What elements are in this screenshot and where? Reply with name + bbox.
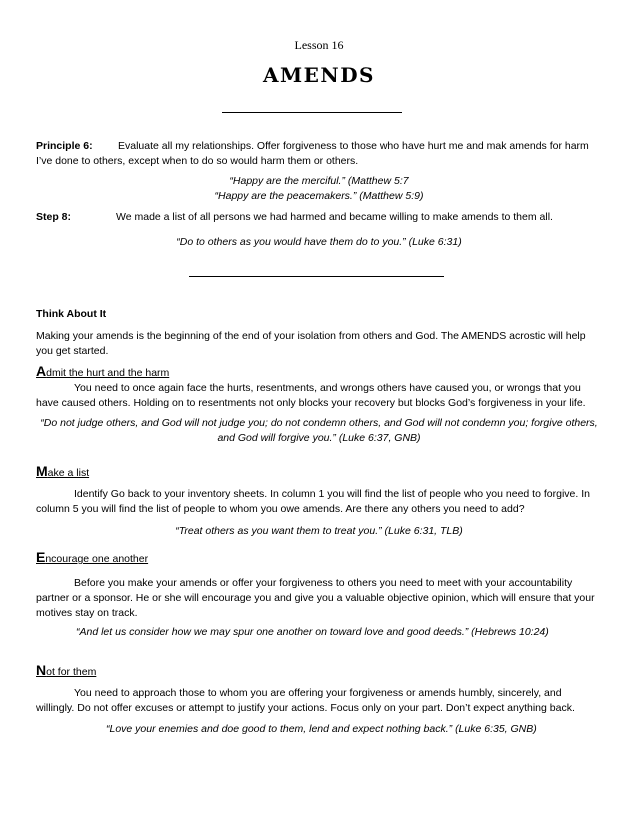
section-initial: N xyxy=(36,662,47,678)
section-body-encourage: Before you make your amends or offer your forgiveness to others you need to meet with your accountability partner or a sponsor. He or she will encourage you and give you a valuable objective opinion, which will ensure that your motives stay on track. xyxy=(36,577,595,619)
section-verse-encourage-text: “And let us consider how we may spur one another on toward love and good deeds.” (Hebrews 10:24) xyxy=(76,626,549,638)
section-heading-not-for-them xyxy=(36,663,96,680)
principle-label: Principle 6: xyxy=(36,140,93,152)
section-verse-admit: “Do not judge others, and God will not judge you; do not condemn others, and God will not condemn you; forgive others, and God will forgive you.” (Luke 6:37, GNB) xyxy=(40,417,598,444)
title-divider xyxy=(222,112,402,113)
section-verse-encourage xyxy=(76,625,606,640)
lesson-number: Lesson 16 xyxy=(294,38,344,52)
section-body-not-for-them: You need to approach those to whom you are offering your forgiveness or amends humbly, sincerely, and willingly. Do not offer excuses or attempt to justify your actions. Focus only on your part. Don’t expect anything back. xyxy=(36,687,575,714)
page-title: AMENDS xyxy=(263,63,375,87)
principle-text-line1: Evaluate all my relationships. Offer forgiveness to those who have hurt me and mak amends for harm xyxy=(118,140,589,152)
section-body-admit: You need to once again face the hurts, resentments, and wrongs others have caused you, or wrongs that you have caused others. Holding on to resentments not only blocks your recovery but blocks God’s forgiveness in your life. xyxy=(36,382,586,409)
step-label: Step 8: xyxy=(36,211,72,223)
think-body: Making your amends is the beginning of the end of your isolation from others and God. The AMENDS acrostic will help you get started. xyxy=(36,330,586,357)
principle-verse-2: “Happy are the peacemakers.” (Matthew 5:9) xyxy=(214,190,424,202)
section-heading-make-list xyxy=(36,464,89,481)
section-verse-make-list: “Treat others as you want them to treat you.” (Luke 6:31, TLB) xyxy=(175,525,463,537)
section-heading-text: ake a list xyxy=(47,467,90,479)
section-body-make-list: Identify Go back to your inventory sheets. In column 1 you will find the list of people who you need to forgive. In column 5 you will find the list of people to whom you owe amends. Are there any others you need to add? xyxy=(36,488,590,515)
section-heading-text: ncourage one another xyxy=(45,553,149,565)
section-heading-text: ot for them xyxy=(46,666,97,678)
step-verse: “Do to others as you would have them do to you.” (Luke 6:31) xyxy=(176,236,462,248)
principle-text-line2: I’ve done to others, except when to do so would harm them or others. xyxy=(36,155,359,167)
principle-text xyxy=(118,139,608,154)
section-divider xyxy=(189,276,444,277)
section-heading-text: dmit the hurt and the harm xyxy=(46,367,170,379)
think-heading: Think About It xyxy=(36,308,107,320)
section-initial: A xyxy=(36,363,47,379)
section-initial: E xyxy=(36,549,46,565)
section-verse-not-for-them xyxy=(106,722,606,737)
section-initial: M xyxy=(36,463,48,479)
step-text: We made a list of all persons we had harmed and became willing to make amends to them all. xyxy=(116,211,553,223)
principle-verse-1: “Happy are the merciful.” (Matthew 5:7 xyxy=(229,175,409,187)
section-heading-encourage xyxy=(36,550,148,567)
section-verse-not-for-them-text: “Love your enemies and doe good to them, lend and expect nothing back.” (Luke 6:35, GNB) xyxy=(106,723,537,735)
section-heading-admit xyxy=(36,364,169,381)
